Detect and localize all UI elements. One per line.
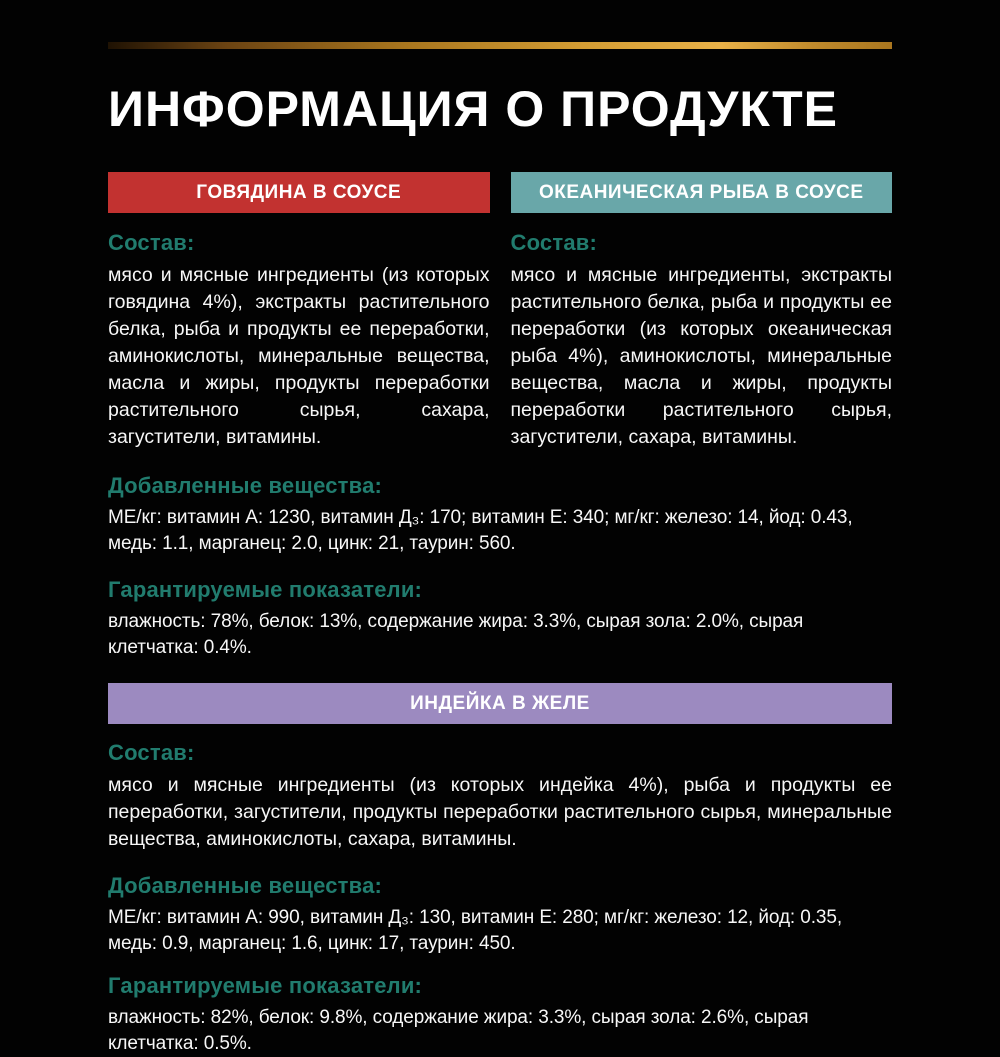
composition-heading-fish: Состав: — [510, 230, 598, 255]
added-substances-heading-turkey: Добавленные вещества: — [108, 873, 383, 898]
fish-column — [511, 172, 893, 451]
beef-column — [108, 172, 490, 451]
composition-heading-beef: Состав: — [108, 230, 195, 255]
guaranteed-values-text-beef-fish: влажность: 78%, белок: 13%, содержание жира: 3.3%, сырая зола: 2.0%, сырая клетчатка: 0.4%. — [108, 611, 804, 658]
composition-text-beef: мясо и мясные ингредиенты (из которых говядина 4%), экстракты растительного белка, рыба и продукты ее переработки, аминокислоты, минеральные вещества, масла и жиры, продукты переработки растительного сырья, сахара, загустители, витамины. — [108, 264, 490, 448]
guaranteed-values-text-turkey: влажность: 82%, белок: 9.8%, содержание жира: 3.3%, сырая зола: 2.6%, сырая клетчатка: 0.5%. — [108, 1007, 809, 1054]
page-title: ИНФОРМАЦИЯ О ПРОДУКТЕ — [108, 81, 838, 137]
two-column-products — [108, 172, 892, 451]
added-substances-text-beef-fish: МЕ/кг: витамин А: 1230, витамин Д₃: 170; витамин Е: 340; мг/кг: железо: 14, йод: 0.43, медь: 1.1, марганец: 2.0, цинк: 21, таурин: 560. — [108, 507, 853, 554]
added-substances-heading-beef-fish: Добавленные вещества: — [108, 473, 383, 498]
product-info-page — [108, 0, 892, 1057]
guaranteed-values-heading-turkey: Гарантируемые показатели: — [108, 973, 423, 998]
composition-text-turkey: мясо и мясные ингредиенты (из которых индейка 4%), рыба и продукты ее переработки, загустители, продукты переработки растительного сырья, минеральные вещества, аминокислоты, сахара, витамины. — [108, 774, 892, 850]
product-header-beef: ГОВЯДИНА В СОУСЕ — [108, 172, 490, 213]
composition-heading-turkey: Состав: — [108, 740, 195, 765]
gold-divider — [108, 42, 892, 49]
added-substances-text-turkey: МЕ/кг: витамин А: 990, витамин Д₃: 130, витамин Е: 280; мг/кг: железо: 12, йод: 0.35, медь: 0.9, марганец: 1.6, цинк: 17, таурин: 450. — [108, 907, 843, 954]
guaranteed-values-heading-beef-fish: Гарантируемые показатели: — [108, 577, 423, 602]
product-header-turkey: ИНДЕЙКА В ЖЕЛЕ — [108, 683, 892, 724]
composition-text-fish: мясо и мясные ингредиенты, экстракты растительного белка, рыба и продукты ее переработки (из которых океаническая рыба 4%), аминокислоты, минеральные вещества, масла и жиры, продукты переработки растительного сырья, загустители, сахара, витамины. — [510, 264, 892, 448]
product-header-fish: ОКЕАНИЧЕСКАЯ РЫБА В СОУСЕ — [511, 172, 893, 213]
